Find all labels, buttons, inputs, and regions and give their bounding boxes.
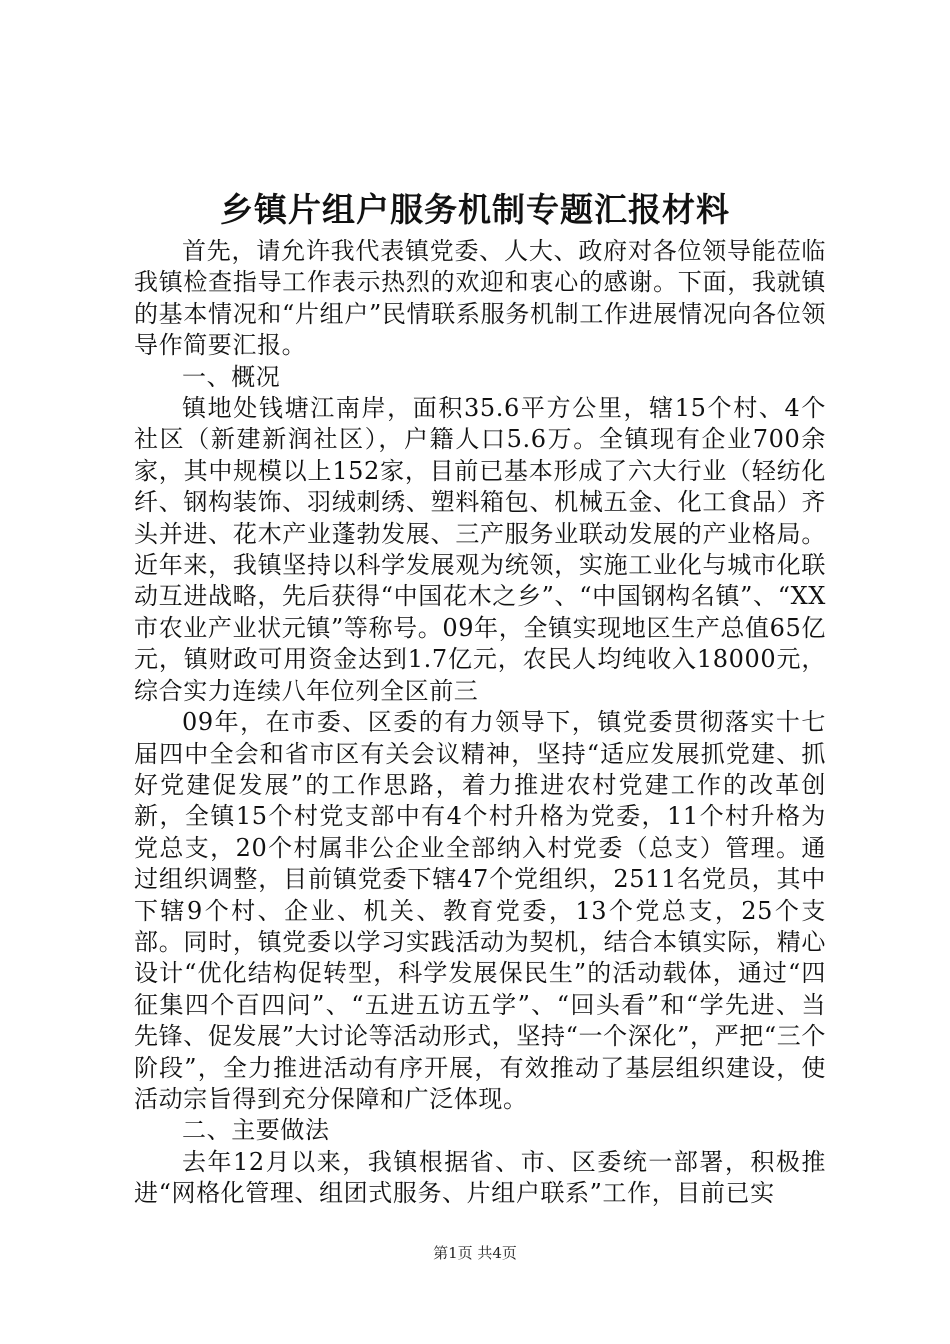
overview-paragraph: 镇地处钱塘江南岸，面积35.6平方公里，辖15个村、4个社区（新建新润社区），户籍人口5.6万。全镇现有企业700余家，其中规模以上152家，目前已基本形成了六大行业（轻纺化纤、钢构装饰、羽绒刺绣、塑料箱包、机械五金、化工食品）齐头并进、花木产业蓬勃发展、三产服务业联动发展的产业格局。近年来，我镇坚持以科学发展观为统领，实施工业化与城市化联动互进战略，先后获得“中国花木之乡”、“中国钢构名镇”、“XX市农业产业状元镇”等称号。09年，全镇实现地区生产总值65亿元，镇财政可用资金达到1.7亿元，农民人均纯收入18000元，综合实力连续八年位列全区前三 [134,394,826,705]
document-title: 乡镇片组户服务机制专题汇报材料 [220,190,730,229]
section-heading-overview: 一、概况 [182,362,281,391]
page-number-footer: 第1页 共4页 [433,1244,517,1262]
party-building-paragraph: 09年，在市委、区委的有力领导下，镇党委贯彻落实十七届四中全会和省市区有关会议精神，坚持“适应发展抓党建、抓好党建促发展”的工作思路，着力推进农村党建工作的改革创新，全镇15个村党支部中有4个村升格为党委，11个村升格为党总支，20个村属非公企业全部纳入村党委（总支）管理。通过组织调整，目前镇党委下辖47个党组织，2511名党员，其中下辖9个村、企业、机关、教育党委，13个党总支，25个支部。同时，镇党委以学习实践活动为契机，结合本镇实际，精心设计“优化结构促转型，科学发展保民生”的活动载体，通过“四征集四个百四问”、“五进五访五学”、“回头看”和“学先进、当先锋、促发展”大讨论等活动形式，坚持“一个深化”，严把“三个阶段”，全力推进活动有序开展，有效推动了基层组织建设，使活动宗旨得到充分保障和广泛体现。 [134,708,826,1113]
document-body [134,236,826,1210]
intro-paragraph: 首先，请允许我代表镇党委、人大、政府对各位领导能莅临我镇检查指导工作表示热烈的欢迎和衷心的感谢。下面，我就镇的基本情况和“片组户”民情联系服务机制工作进展情况向各位领导作简要汇报。 [134,237,826,360]
main-practices-paragraph: 去年12月以来，我镇根据省、市、区委统一部署，积极推进“网格化管理、组团式服务、片组户联系”工作，目前已实 [134,1147,826,1208]
section-heading-main-practices: 二、主要做法 [182,1116,330,1145]
